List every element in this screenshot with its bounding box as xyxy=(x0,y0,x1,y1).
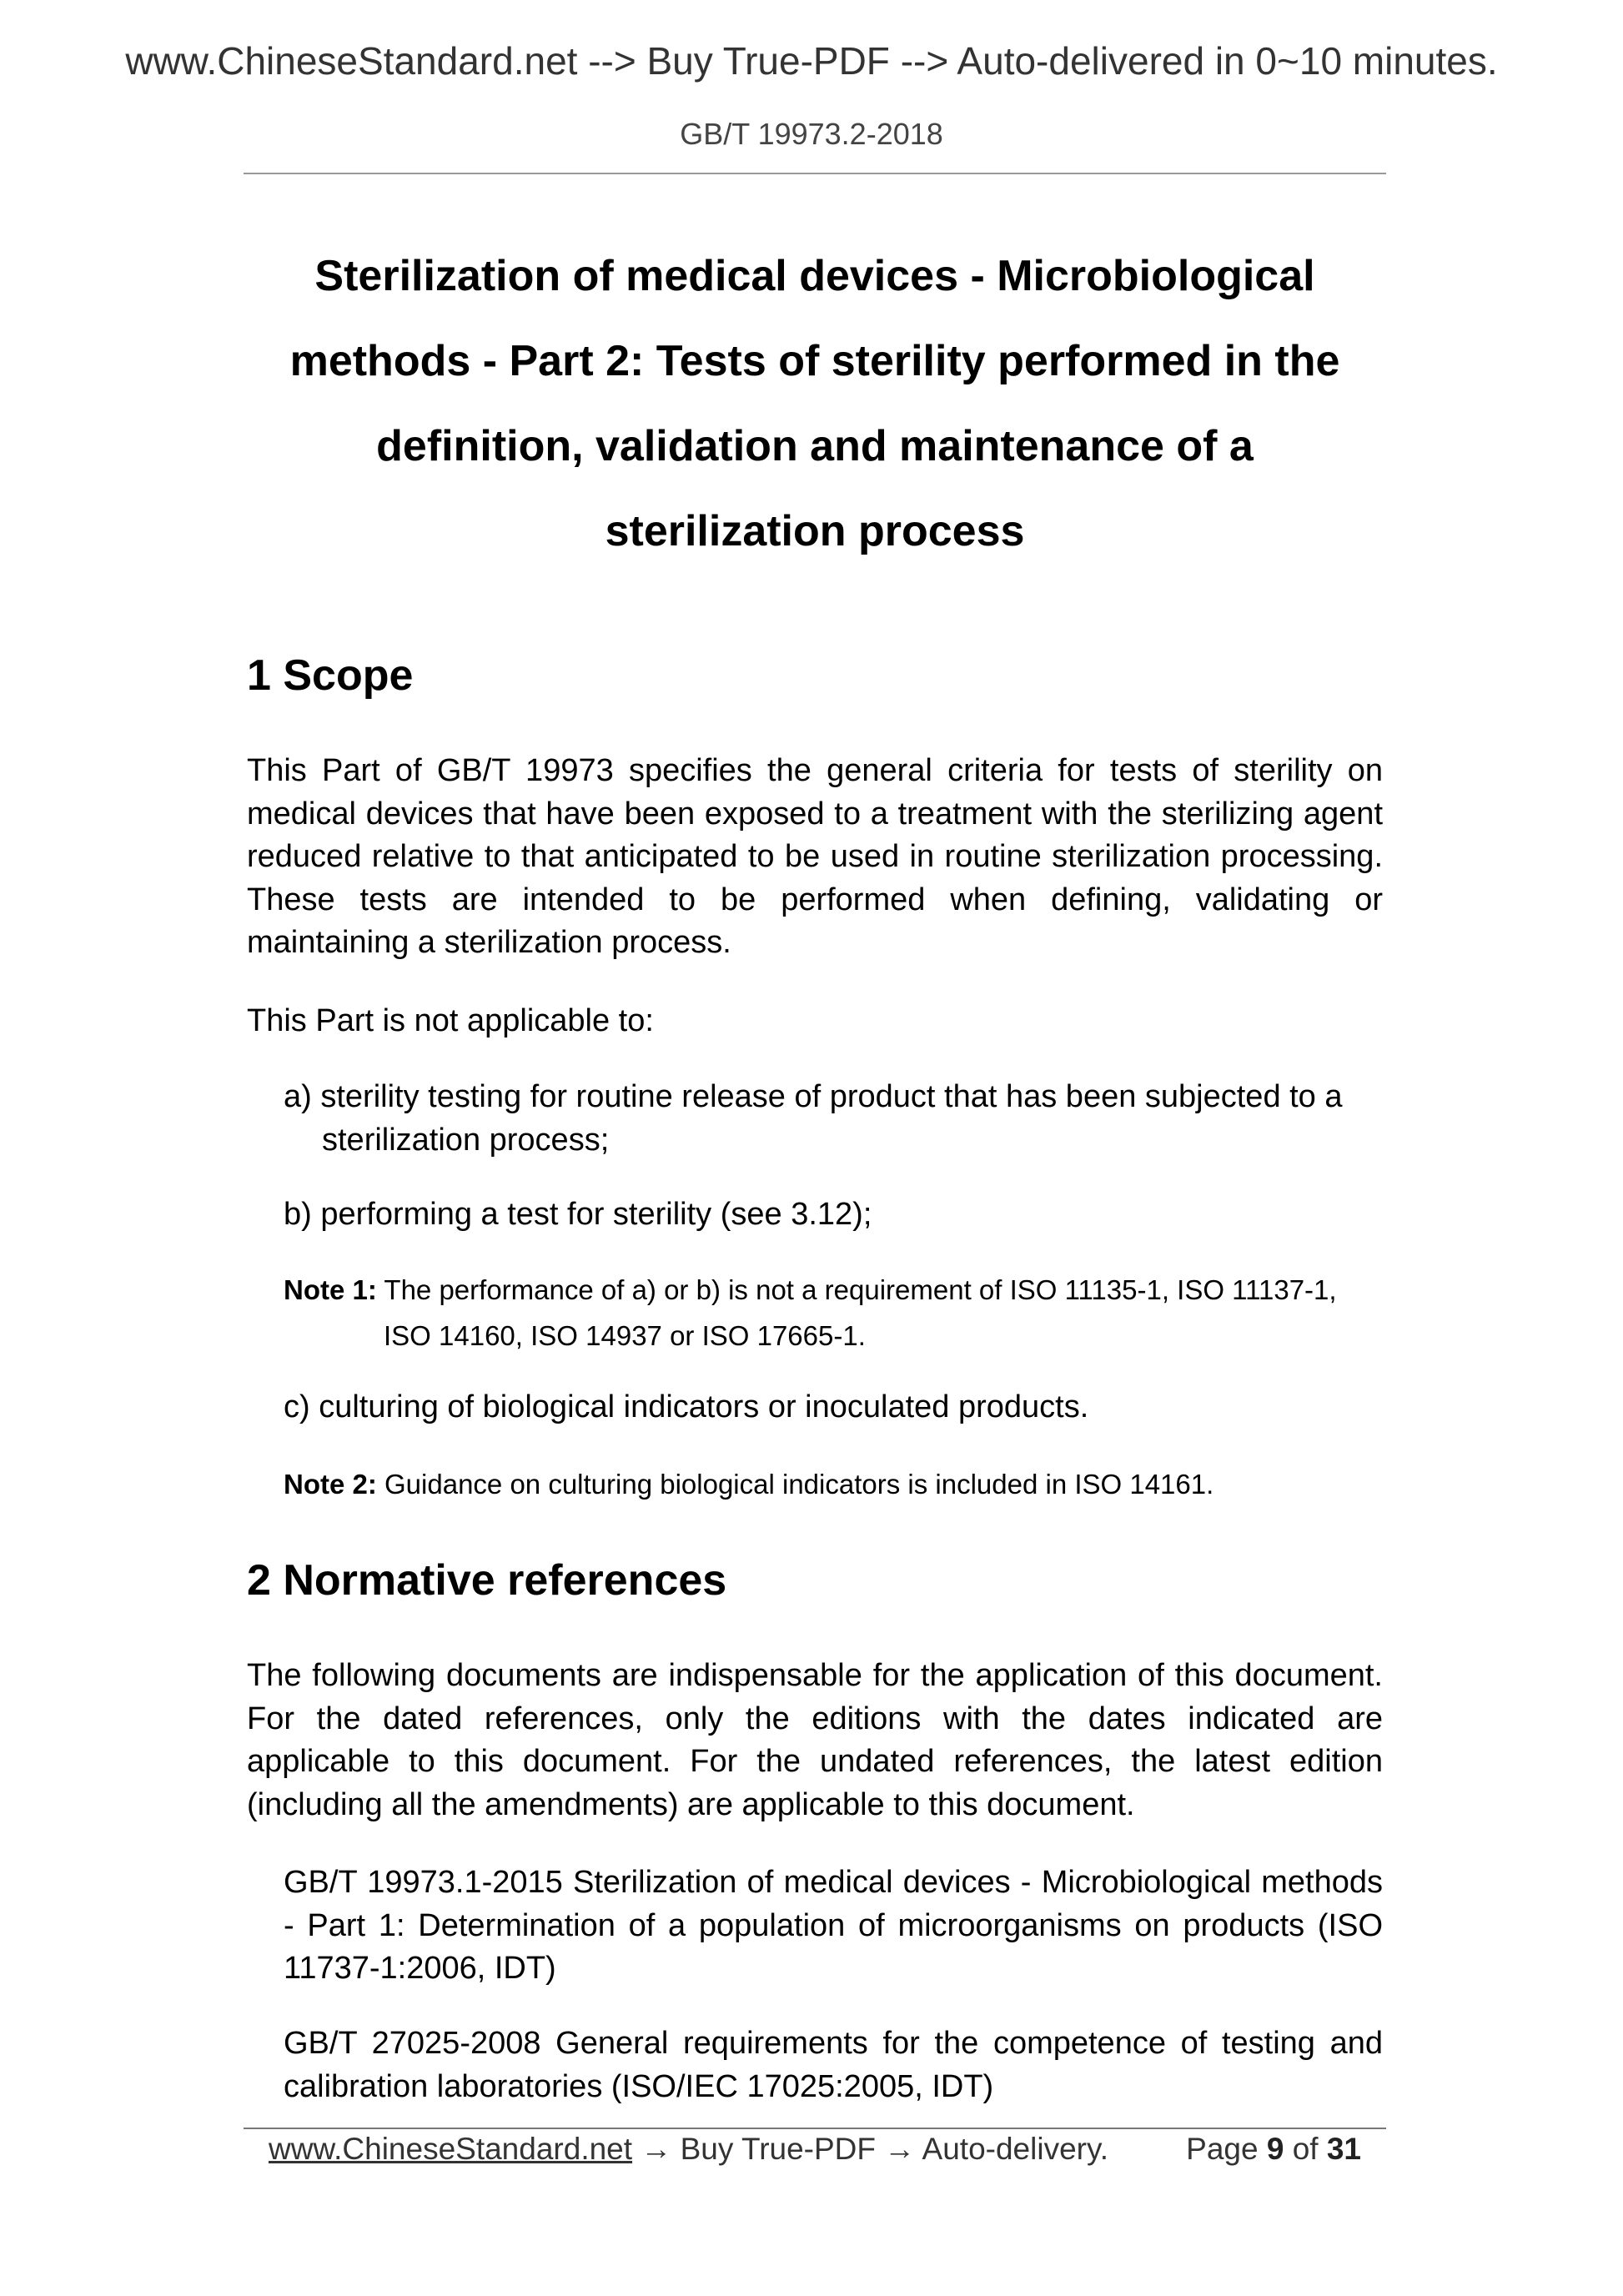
section-1-heading: 1 Scope xyxy=(247,651,414,700)
list-item-a-block xyxy=(247,1076,1383,1162)
reference-2: GB/T 27025-2008 General requirements for the competence of testing and calibration laboratories (ISO/IEC 17025:2005, IDT) xyxy=(284,2026,1383,2104)
footer-buy-text: Buy True-PDF xyxy=(680,2132,877,2166)
document-number: GB/T 19973.2-2018 xyxy=(680,117,943,151)
page-total: 31 xyxy=(1326,2132,1361,2166)
note-1-continuation: ISO 14160, ISO 14937 or ISO 17665-1. xyxy=(384,1320,866,1351)
note-2-label: Note 2: xyxy=(284,1469,377,1500)
section-2-paragraph: The following documents are indispensable for the application of this document. For the dated references, only the editions with the dates indicated are applicable to this document. For the undated references, the latest edition (including all the amendments) are applicable to this document. xyxy=(247,1658,1383,1822)
reference-1-block xyxy=(247,1861,1383,1991)
list-item-b: b) performing a test for sterility (see 3.12); xyxy=(284,1197,872,1232)
section-1-heading-block xyxy=(247,651,1383,701)
title-line-4: sterilization process xyxy=(605,507,1025,555)
note-1-text: The performance of a) or b) is not a requirement of ISO 11135-1, ISO 11137-1, xyxy=(384,1274,1337,1305)
header-divider xyxy=(244,173,1386,174)
section-2-heading-block xyxy=(247,1555,1383,1605)
page-current: 9 xyxy=(1266,2132,1284,2166)
list-item-c: c) culturing of biological indicators or inoculated products. xyxy=(284,1389,1089,1424)
page-label: Page xyxy=(1186,2132,1259,2166)
arrow-right-icon: → xyxy=(641,2132,672,2166)
section-1-paragraph-2: This Part is not applicable to: xyxy=(247,1003,654,1038)
title-line-2: methods - Part 2: Tests of sterility performed in the xyxy=(289,337,1340,385)
footer-delivery-text: Auto-delivery. xyxy=(922,2132,1109,2166)
top-banner: www.ChineseStandard.net --> Buy True-PDF --> Auto-delivered in 0~10 minutes. xyxy=(125,39,1498,83)
footer-divider xyxy=(244,2128,1386,2129)
note-1 xyxy=(247,1267,1383,1359)
section-1-paragraph-1-block xyxy=(247,750,1383,965)
list-item-c-block xyxy=(247,1386,1383,1429)
reference-2-block xyxy=(247,2022,1383,2108)
reference-1: GB/T 19973.1-2015 Sterilization of medical devices - Microbiological methods - Part 1: Determination of a population of microorganisms on products (ISO 11737-1:2006, IDT) xyxy=(284,1865,1383,1986)
title-line-3: definition, validation and maintenance of a xyxy=(376,422,1254,470)
section-1-paragraph-2-block xyxy=(247,1000,1383,1043)
note-1-label: Note 1: xyxy=(284,1274,377,1305)
page-indicator xyxy=(1186,2131,1361,2168)
list-item-b-block xyxy=(247,1193,1383,1237)
footer-site-link[interactable]: www.ChineseStandard.net xyxy=(269,2132,633,2166)
section-1-paragraph-1: This Part of GB/T 19973 specifies the general criteria for tests of sterility on medical devices that have been exposed to a treatment with the sterilizing agent reduced relative to that anticipated to be used in routine sterilization processing. These tests are intended to be performed when defining, validating or maintaining a sterilization process. xyxy=(247,753,1383,960)
note-2 xyxy=(247,1461,1383,1507)
section-2-paragraph-block xyxy=(247,1655,1383,1826)
page-footer xyxy=(269,2131,1361,2168)
page-of: of xyxy=(1292,2132,1319,2166)
arrow-right-icon: → xyxy=(884,2132,916,2166)
section-2-heading: 2 Normative references xyxy=(247,1556,727,1605)
document-title xyxy=(244,234,1386,574)
note-2-text: Guidance on culturing biological indicators is included in ISO 14161. xyxy=(384,1469,1214,1500)
title-line-1: Sterilization of medical devices - Microbiological xyxy=(314,252,1315,300)
list-item-a: a) sterility testing for routine release of product that has been subjected to a sterilization process; xyxy=(284,1079,1343,1158)
